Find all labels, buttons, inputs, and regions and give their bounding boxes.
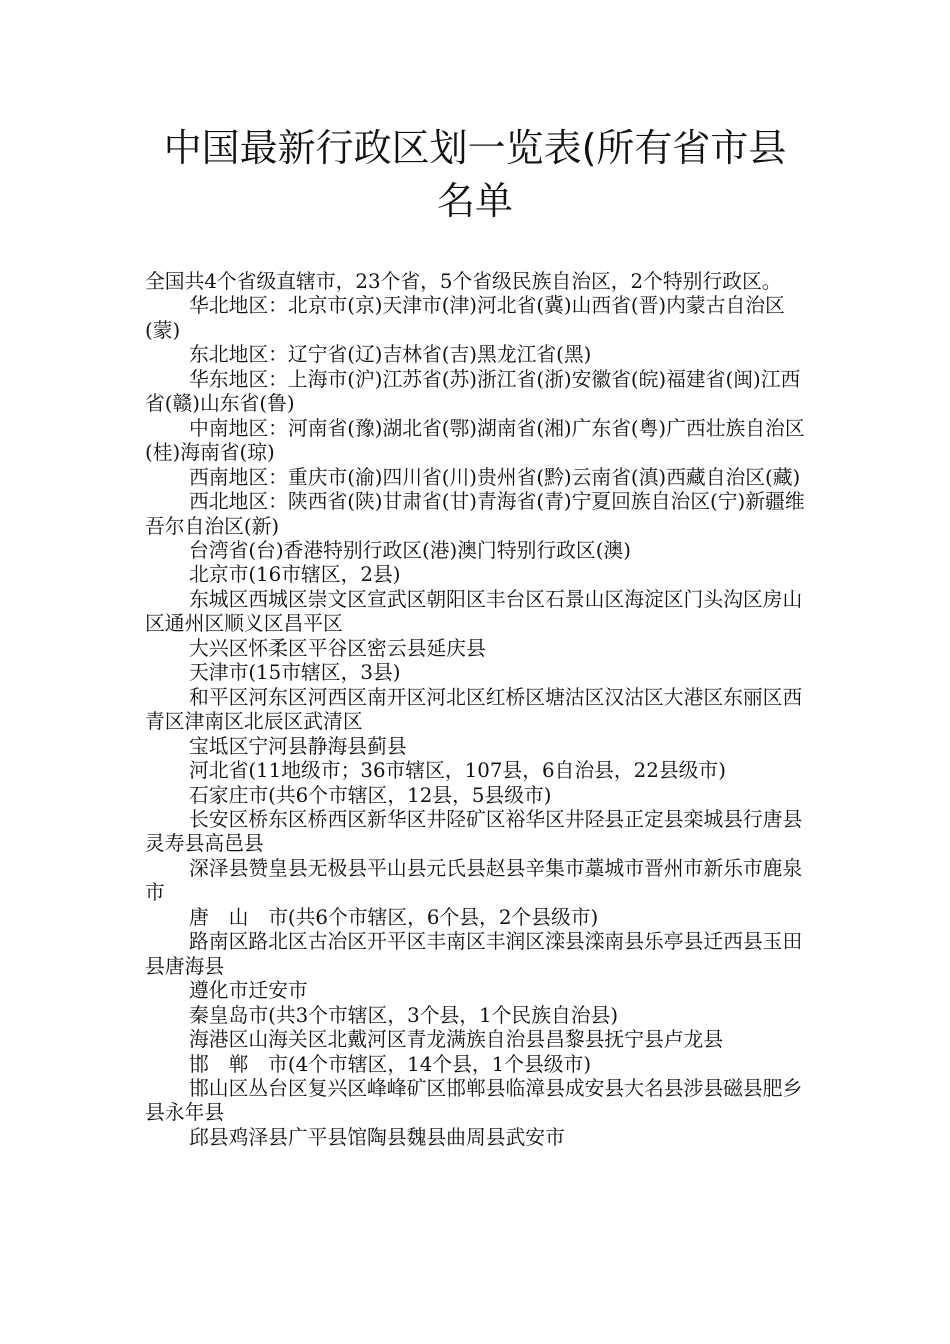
paragraph-southwest: 西南地区：重庆市(渝)四川省(川)贵州省(黔)云南省(滇)西藏自治区(藏) <box>189 465 801 489</box>
paragraph-tangshan-list: 路南区路北区古冶区开平区丰南区丰润区滦县滦南县乐亭县迁西县玉田县唐海县 <box>145 930 803 978</box>
paragraph-tianjin-heading: 天津市(15市辖区，3县) <box>189 661 401 685</box>
paragraph-hebei-heading: 河北省(11地级市；36市辖区，107县，6自治县，22县级市) <box>189 759 726 783</box>
paragraph-tangshan-heading: 唐 山 市(共6个市辖区，6个县，2个县级市) <box>189 905 599 929</box>
paragraph-qinhuangdao-list: 海港区山海关区北戴河区青龙满族自治县昌黎县抚宁县卢龙县 <box>189 1028 724 1052</box>
document-title <box>100 122 850 228</box>
paragraph-handan-list-2: 邱县鸡泽县广平县馆陶县魏县曲周县武安市 <box>189 1125 565 1149</box>
paragraph-tangshan-list-2: 遵化市迁安市 <box>189 979 308 1003</box>
paragraph-beijing-heading: 北京市(16市辖区，2县) <box>189 563 401 587</box>
paragraph-tianjin-districts-2: 宝坻区宁河县静海县蓟县 <box>189 734 407 758</box>
paragraph-shijiazhuang-list-2: 深泽县赞皇县无极县平山县元氏县赵县辛集市藁城市晋州市新乐市鹿泉市 <box>145 856 803 905</box>
title-line-2: 名单 <box>436 179 513 223</box>
paragraph-northwest: 西北地区：陕西省(陕)甘肃省(甘)青海省(青)宁夏回族自治区(宁)新疆维吾尔自治区(新) <box>145 490 805 538</box>
paragraph-handan-list: 邯山区丛台区复兴区峰峰矿区邯郸县临漳县成安县大名县涉县磁县肥乡县永年县 <box>145 1076 803 1125</box>
paragraph-beijing-districts: 东城区西城区崇文区宣武区朝阳区丰台区石景山区海淀区门头沟区房山区通州区顺义区昌平区 <box>145 587 803 636</box>
paragraph-tianjin-districts: 和平区河东区河西区南开区河北区红桥区塘沽区汉沽区大港区东丽区西青区津南区北辰区武清区 <box>145 685 803 734</box>
paragraph-beijing-districts-2: 大兴区怀柔区平谷区密云县延庆县 <box>189 636 486 660</box>
paragraph-central-south: 中南地区：河南省(豫)湖北省(鄂)湖南省(湘)广东省(粤)广西壮族自治区(桂)海南省(琼) <box>145 416 805 465</box>
paragraph-east-china: 华东地区：上海市(沪)江苏省(苏)浙江省(浙)安徽省(皖)福建省(闽)江西省(赣)山东省(鲁) <box>145 367 801 416</box>
paragraph-north-china: 华北地区：北京市(京)天津市(津)河北省(冀)山西省(晋)内蒙古自治区(蒙) <box>145 294 785 342</box>
paragraph-handan-heading: 邯 郸 市(4个市辖区，14个县，1个县级市) <box>189 1052 592 1076</box>
title-line-1: 中国最新行政区划一览表(所有省市县 <box>163 126 787 170</box>
paragraph-qinhuangdao-heading: 秦皇岛市(共3个市辖区，3个县，1个民族自治县) <box>189 1003 619 1027</box>
document-body <box>145 270 810 1150</box>
paragraph-northeast: 东北地区：辽宁省(辽)吉林省(吉)黑龙江省(黑) <box>189 343 592 367</box>
paragraph-overview: 全国共4个省级直辖市，23个省，5个省级民族自治区，2个特别行政区。 <box>145 270 782 293</box>
paragraph-shijiazhuang-list: 长安区桥东区桥西区新华区井陉矿区裕华区井陉县正定县栾城县行唐县灵寿县高邑县 <box>145 807 803 856</box>
paragraph-sar: 台湾省(台)香港特别行政区(港)澳门特别行政区(澳) <box>189 538 631 562</box>
paragraph-shijiazhuang-heading: 石家庄市(共6个市辖区，12县，5县级市) <box>189 783 552 807</box>
